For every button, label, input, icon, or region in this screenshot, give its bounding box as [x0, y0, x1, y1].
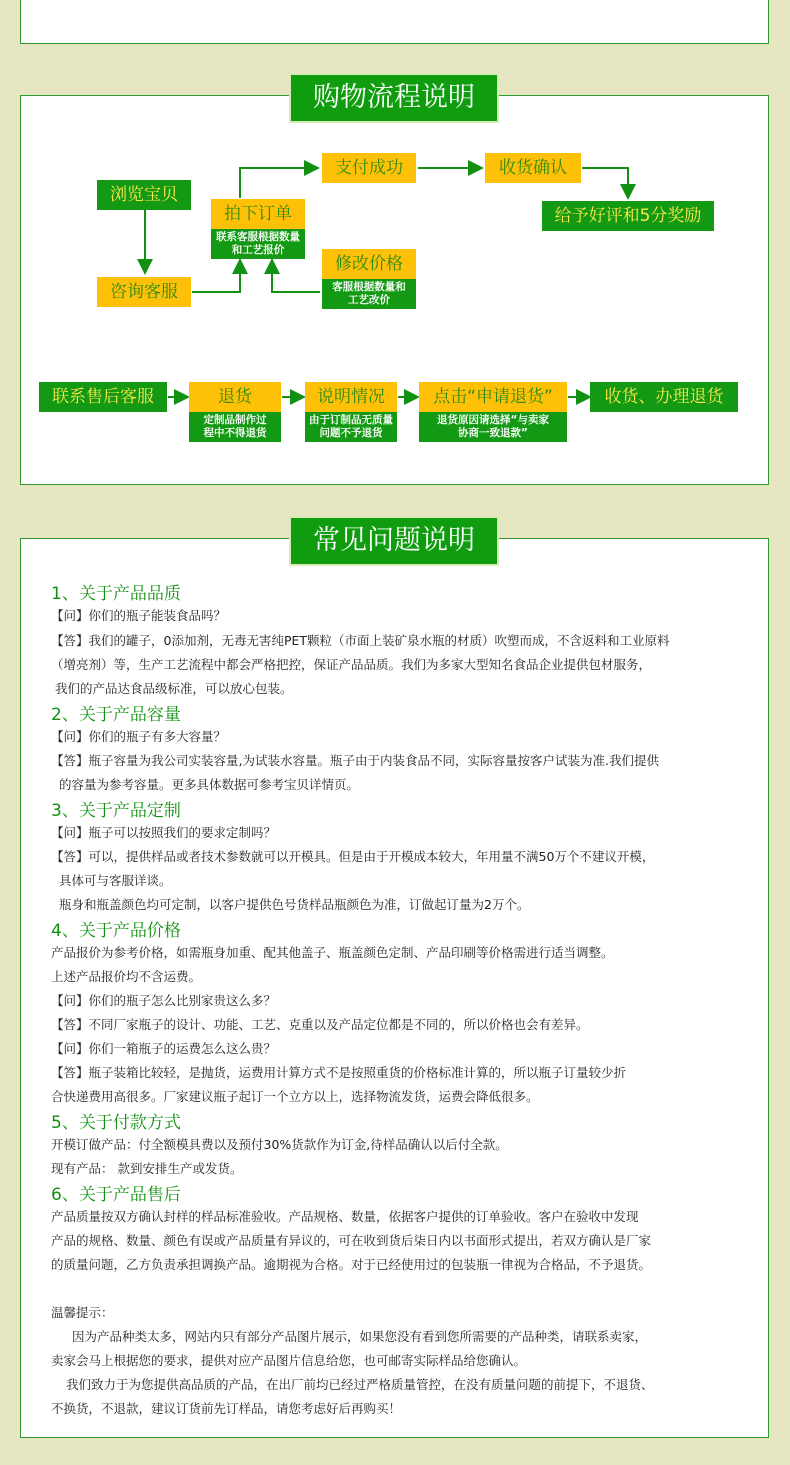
faq-line: 的质量问题，乙方负责承担调换产品。逾期视为合格。对于已经使用过的包装瓶一律视为合格品，不予退货。: [51, 1257, 652, 1272]
faq-line: 的容量为参考容量。更多具体数据可参考宝贝详情页。: [59, 777, 360, 792]
faq-line: 【问】你们的瓶子怎么比别家贵这么多？: [51, 993, 277, 1008]
shopping-flow-title: 购物流程说明: [289, 73, 499, 123]
step-browse: 浏览宝贝: [97, 180, 191, 210]
return-refund-note: 定制品制作过程中不得退货: [189, 412, 281, 442]
faq-line: 【问】你们的瓶子能装食品吗？: [51, 608, 227, 623]
faq-line: 开模订做产品：付全额模具费以及预付30%货款作为订金,待样品确认以后付全款。: [51, 1137, 508, 1152]
faq-line: 【问】你们的瓶子有多大容量？: [51, 729, 227, 744]
faq-line: 【答】不同厂家瓶子的设计、功能、工艺、克重以及产品定位都是不同的，所以价格也会有差异。: [51, 1017, 589, 1032]
faq-section-custom: 3、关于产品定制: [51, 801, 181, 821]
return-contact: 联系售后客服: [39, 382, 167, 412]
return-refund: 退货: [189, 382, 281, 412]
faq-section-payment: 5、关于付款方式: [51, 1113, 181, 1133]
tip-line: 我们致力于为您提供高品质的产品，在出厂前均已经过严格质量管控，在没有质量问题的前提下，不退货、: [66, 1377, 654, 1392]
faq-line: 我们的产品达食品级标准，可以放心包装。: [55, 681, 293, 696]
tip-title: 温馨提示：: [51, 1305, 114, 1320]
faq-line: 【答】可以，提供样品或者技术参数就可以开模具。但是由于开模成本较大，年用量不满50万个不建议开模，: [51, 849, 655, 864]
faq-line: 【答】我们的罐子，0添加剂，无毒无害纯PET颗粒（市面上装矿泉水瓶的材质）吹塑而成，不含返料和工业原料: [51, 633, 670, 648]
faq-section-price: 4、关于产品价格: [51, 921, 181, 941]
step-order-note: 联系客服根据数量和工艺报价: [211, 229, 305, 259]
return-finish: 收货、办理退货: [590, 382, 738, 412]
faq-line: 现有产品： 款到安排生产或发货。: [51, 1161, 243, 1176]
faq-line: 【答】瓶子容量为我公司实装容量,为试装水容量。瓶子由于内装食品不同，实际容量按客户试装为准.我们提供: [51, 753, 659, 768]
step-review: 给予好评和5分奖励: [542, 201, 714, 231]
faq-line: 产品报价为参考价格，如需瓶身加重、配其他盖子、瓶盖颜色定制、产品印刷等价格需进行适当调整。: [51, 945, 614, 960]
faq-line: 产品质量按双方确认封样的样品标准验收。产品规格、数量，依据客户提供的订单验收。客户在验收中发现: [51, 1209, 639, 1224]
step-modify-note: 客服根据数量和工艺改价: [322, 279, 416, 309]
faq-line: （增亮剂）等，生产工艺流程中都会严格把控，保证产品品质。我们为多家大型知名食品企业提供包材服务，: [51, 657, 652, 672]
step-paid: 支付成功: [322, 153, 416, 183]
faq-line: 具体可与客服详谈。: [59, 873, 172, 888]
faq-section-quality: 1、关于产品品质: [51, 584, 181, 604]
faq-line: 上述产品报价均不含运费。: [51, 969, 202, 984]
return-explain: 说明情况: [305, 382, 397, 412]
step-modify-price: 修改价格: [322, 249, 416, 279]
faq-line: 产品的规格、数量、颜色有误或产品质量有异议的，可在收到货后柒日内以书面形式提出，若双方确认是厂家: [51, 1233, 652, 1248]
return-apply: 点击“申请退货”: [419, 382, 567, 412]
step-order: 拍下订单: [211, 199, 305, 229]
step-consult: 咨询客服: [97, 277, 191, 307]
return-apply-note: 退货原因请选择“与卖家协商一致退款”: [419, 412, 567, 442]
faq-section-aftersale: 6、关于产品售后: [51, 1185, 181, 1205]
tip-line: 卖家会马上根据您的要求，提供对应产品图片信息给您，也可邮寄实际样品给您确认。: [51, 1353, 527, 1368]
faq-line: 【问】瓶子可以按照我们的要求定制吗？: [51, 825, 277, 840]
faq-line: 瓶身和瓶盖颜色均可定制，以客户提供色号货样品瓶颜色为准，订做起订量为2万个。: [59, 897, 530, 912]
faq-line: 合快递费用高很多。厂家建议瓶子起订一个立方以上，选择物流发货，运费会降低很多。: [51, 1089, 539, 1104]
faq-title: 常见问题说明: [289, 516, 499, 566]
faq-line: 【答】瓶子装箱比较轻，是抛货，运费用计算方式不是按照重货的价格标准计算的，所以瓶子订量较少折: [51, 1065, 627, 1080]
step-receipt: 收货确认: [485, 153, 581, 183]
faq-panel: [20, 538, 769, 1438]
tip-line: 因为产品种类太多，网站内只有部分产品图片展示，如果您没有看到您所需要的产品种类，请联系卖家，: [72, 1329, 648, 1344]
return-explain-note: 由于订制品无质量问题不予退货: [305, 412, 397, 442]
faq-line: 【问】你们一箱瓶子的运费怎么这么贵？: [51, 1041, 277, 1056]
tip-line: 不换货，不退款，建议订货前先订样品，请您考虑好后再购买！: [51, 1401, 402, 1416]
faq-section-capacity: 2、关于产品容量: [51, 705, 181, 725]
